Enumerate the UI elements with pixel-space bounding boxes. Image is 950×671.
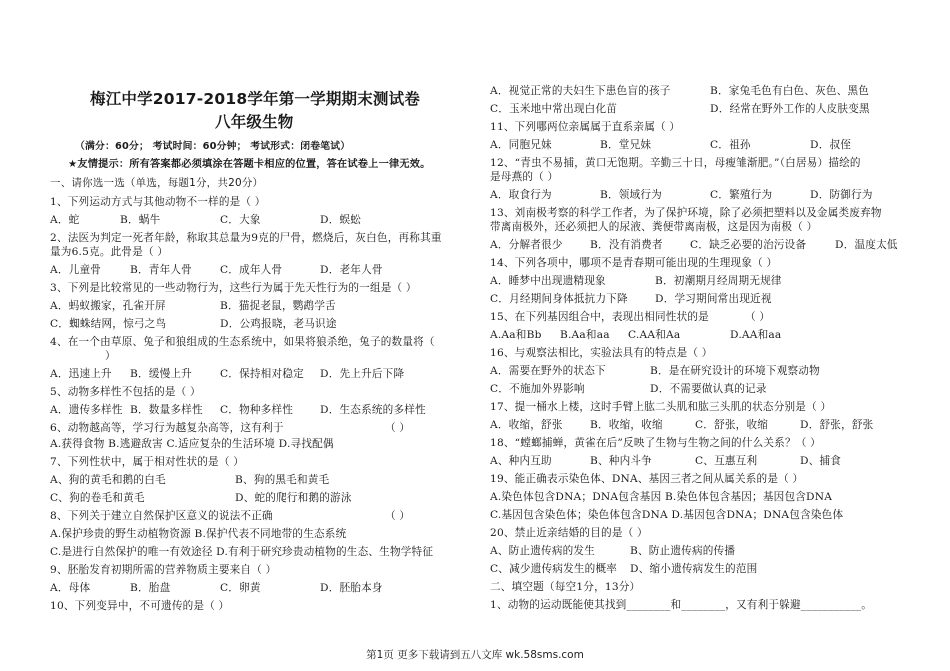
q14-option-d: D．学习期间常出现近视 [655,293,772,305]
q20-option-a: A、防止遗传病的发生 [490,545,595,557]
q16-option-b: B．是在研究设计的环境下观察动物 [650,365,820,377]
page-footer: 第1页 更多下载请到五八文库 wk.58sms.com [366,649,584,661]
q3-option-c: C．蜘蛛结网，惊弓之鸟 [50,318,167,330]
q16-option-c: C．不施加外界影响 [490,383,585,395]
exam-title: 梅江中学2017-2018学年第一学期期末测试卷 [90,90,421,108]
q9-option-b: B．胎盘 [130,582,171,594]
q11-option-a: A．同胞兄妹 [490,139,552,151]
q20-option-d: D、缩小遗传病发生的范围 [630,563,758,575]
q7-option-b: B、狗的黑毛和黄毛 [235,474,330,486]
q8-options-ab: A.保护珍贵的野生动植物资源 B.保护代表不同地带的生态系统 [50,528,347,540]
q12-option-b: B．领域行为 [600,189,662,201]
q8-paren: （ ） [385,510,411,522]
q13-option-a: A．分解者很少 [490,239,563,251]
q5-option-d: D．生态系统的多样性 [320,404,426,416]
q14-option-b: B．初潮期月经周期无规律 [655,275,782,287]
q13-stem-line2: 带离南极外，还必须把人的尿液、粪便带离南极，这是因为南极（ ） [490,221,818,233]
q12-stem-line1: 12、“青虫不易捕，黄口无饱期。辛勤三十日，母瘦雏渐肥。”（白居易）描绘的 [490,157,861,169]
q4-stem-line1: 4、在一个由草原、兔子和狼组成的生态系统中，如果将狼杀绝，兔子的数量将（ [50,336,435,348]
q2-stem-line1: 2、法医为判定一死者年龄，称取其总量为9克的尸骨，燃烧后，灰白色，再称其重 [50,232,442,244]
q5-option-b: B．数量多样性 [130,404,203,416]
q10-option-a: A．视觉正常的夫妇生下患色盲的孩子 [490,85,671,97]
q7-option-c: C、狗的卷毛和黄毛 [50,492,145,504]
q20-option-b: B、防止遗传病的传播 [630,545,736,557]
q2-option-c: C．成年人骨 [220,264,283,276]
q13-option-b: B．没有消费者 [590,239,663,251]
q4-paren: ） [105,350,116,362]
q7-option-d: D、蛇的爬行和鹅的游泳 [235,492,352,504]
q13-stem-line1: 13、刘南极考察的科学工作者，为了保护环境，除了必须把塑料以及金属类废弃物 [490,207,882,219]
q18-option-a: A、种内互助 [490,455,552,467]
q1-stem: 1、下列运动方式与其他动物不一样的是（ ） [50,196,266,208]
exam-meta: （满分：60分； 考试时间：60分钟； 考试形式：闭卷笔试） [75,141,351,152]
exam-notice: ★友情提示：所有答案都必须填涂在答题卡相应的位置，答在试卷上一律无效。 [68,159,431,170]
q13-option-c: C．缺乏必要的治污设备 [690,239,807,251]
q1-option-a: A．蛇 [50,214,80,226]
q15-stem: 15、在下列基因组合中，表现出相同性状的是 [490,311,709,323]
q1-option-b: B．蜗牛 [120,214,161,226]
q16-option-d: D．不需要做认真的记录 [650,383,767,395]
q11-option-b: B．堂兄妹 [600,139,652,151]
q5-stem: 5、动物多样性不包括的是（ ） [50,386,201,398]
q18-stem: 18、“螳螂捕蝉，黄雀在后”反映了生物与生物之间的什么关系？（ ） [490,437,821,449]
q20-stem: 20、禁止近亲结婚的目的是（ ） [490,527,648,539]
q3-option-a: A．蚂蚁搬家，孔雀开屏 [50,300,166,312]
q17-stem: 17、提一桶水上楼，这时手臂上肱二头肌和肱三头肌的状态分别是（ ） [490,401,832,413]
exam-subtitle: 八年级生物 [215,113,294,131]
q8-options-cd: C.是进行自然保护的唯一有效途径 D.有利于研究珍贵动植物的生态、生物学特征 [50,546,434,558]
q20-option-c: C、减少遗传病发生的概率 [490,563,618,575]
q6-options: A.获得食物 B.逃避敌害 C.适应复杂的生活环境 D.寻找配偶 [50,438,334,450]
q4-option-d: D．先上升后下降 [320,368,405,380]
q11-option-d: D．叔侄 [810,139,852,151]
q8-stem: 8、下列关于建立自然保护区意义的说法不正确 [50,510,273,522]
q1-option-c: C．大象 [220,214,261,226]
q12-option-d: D．防御行为 [810,189,873,201]
q10-option-d: D．经常在野外工作的人皮肤变黑 [710,103,870,115]
q19-stem: 19、能正确表示染色体、DNA、基因三者之间从属关系的是（ ） [490,473,804,485]
q3-stem: 3、下列是比较常见的一些动物行为，这些行为属于先天性行为的一组是（ ） [50,282,417,294]
q15-option-a: A.Aa和Bb [490,329,542,341]
q18-option-b: B、种内斗争 [590,455,652,467]
q3-option-b: B．猫捉老鼠，鹦鹉学舌 [220,300,336,312]
q7-stem: 7、下列性状中，属于相对性状的是（ ） [50,456,244,468]
q4-option-c: C．保持相对稳定 [220,368,304,380]
q17-option-d: D．舒张，舒张 [800,419,874,431]
q5-option-a: A．遗传多样性 [50,404,123,416]
q11-stem: 11、下列哪两位亲属属于直系亲属（ ） [490,121,681,133]
q16-option-a: A．需要在野外的状态下 [490,365,606,377]
q1-option-d: D．蜈蚣 [320,214,362,226]
q17-option-b: B．收缩，收缩 [590,419,663,431]
q9-option-a: A．母体 [50,582,91,594]
q9-option-c: C．卵黄 [220,582,261,594]
q11-option-c: C．祖孙 [710,139,751,151]
section2-q1: 1、动物的运动既能使其找到________和________，又有利于躲避___________。 [490,599,873,611]
q2-option-b: B．青年人骨 [130,264,192,276]
q10-stem: 10、下列变异中，不可遗传的是（ ） [50,600,230,612]
q16-stem: 16、与观察法相比，实验法具有的特点是（ ） [490,347,713,359]
q5-option-c: C．物种多样性 [220,404,294,416]
q14-option-c: C．月经期间身体抵抗力下降 [490,293,628,305]
q2-option-a: A．儿童骨 [50,264,102,276]
q19-options-ab: A.染色体包含DNA；DNA包含基因 B.染色体包含基因；基因包含DNA [490,491,833,503]
section1-heading: 一、请你选一选（单选，每题1分，共20分） [50,177,264,189]
q19-options-cd: C.基因包含染色体；染色体包含DNA D.基因包含DNA；DNA包含染色体 [490,509,844,521]
section2-heading: 二、填空题（每空1分，13分） [490,581,641,593]
q4-option-b: B．缓慢上升 [130,368,192,380]
q4-option-a: A．迅速上升 [50,368,112,380]
q9-stem: 9、胚胎发育初期所需的营养物质主要来自（ ） [50,564,277,576]
q6-stem: 6、动物越高等，学习行为越复杂高等，这有利于 [50,422,284,434]
q18-option-d: D、捕食 [800,455,842,467]
q10-option-b: B．家兔毛色有白色、灰色、黑色 [710,85,870,97]
q15-option-c: C.AA和Aa [628,329,681,341]
q18-option-c: C、互惠互利 [695,455,758,467]
q15-paren: （ ） [745,311,771,323]
q6-paren: （ ） [385,422,411,434]
q17-option-c: C．舒张，收缩 [695,419,769,431]
q14-option-a: A．睡梦中出现遗精现象 [490,275,606,287]
q9-option-d: D．胚胎本身 [320,582,383,594]
q17-option-a: A．收缩，舒张 [490,419,563,431]
q14-stem: 14、下列各项中，哪项不是青春期可能出现的生理现象（ ） [490,257,778,269]
q7-option-a: A、狗的黄毛和鹅的白毛 [50,474,166,486]
q3-option-d: D．公鸡报晓，老马识途 [220,318,337,330]
q10-option-c: C．玉米地中常出现白化苗 [490,103,618,115]
q15-option-d: D.AA和aa [730,329,782,341]
q15-option-b: B.Aa和aa [560,329,610,341]
q12-stem-line2: 是母燕的（ ） [490,171,559,183]
q12-option-c: C．繁殖行为 [710,189,773,201]
q2-stem-line2: 量为6.5克。此骨是（ ） [50,246,169,258]
q13-option-d: D．温度太低 [835,239,898,251]
q2-option-d: D．老年人骨 [320,264,383,276]
q12-option-a: A．取食行为 [490,189,552,201]
